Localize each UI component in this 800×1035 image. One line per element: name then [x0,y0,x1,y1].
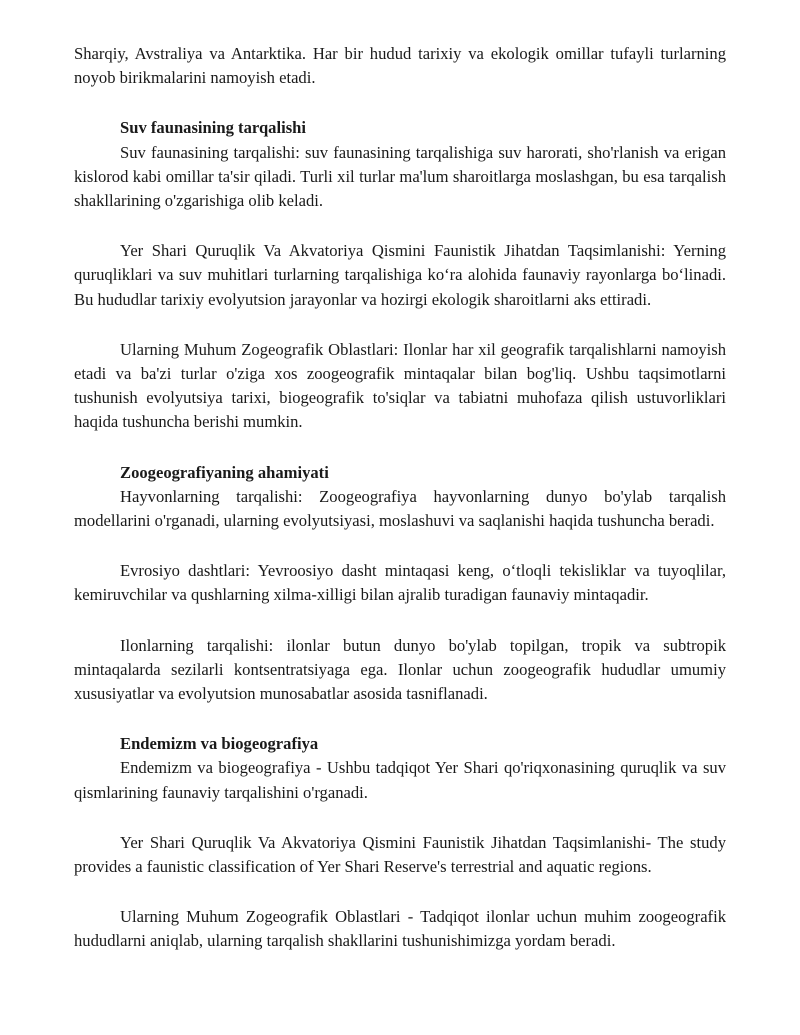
paragraph-spacer [74,435,726,461]
paragraph: Ularning Muhum Zogeografik Oblastlari: Ilonlar har xil geografik tarqalishlarni namoyish etadi va ba'zi turlar o'ziga xos zoogeografik mintaqalar bilan bog'liq. Ushbu taqsimotlarni tushunish evolyutsiya tarixi, biogeografik to'siqlar va tabiatni muhofaza qilish ustuvorliklari haqida tushuncha berishi mumkin. [74,339,726,432]
paragraph-spacer [74,90,726,116]
paragraph-spacer [74,706,726,732]
paragraph-spacer [74,608,726,634]
paragraph-spacer [74,312,726,338]
section-heading-endemism: Endemizm va biogeografiya [120,734,319,754]
paragraph-spacer [74,879,726,905]
paragraph: Ularning Muhum Zogeografik Oblastlari - Tadqiqot ilonlar uchun muhim zoogeografik hududlarni aniqlab, ularning tarqalish shakllarini tushunishimizga yordam beradi. [74,907,726,951]
section-heading-zoogeography-importance: Zoogeografiyaning ahamiyati [120,462,329,482]
paragraph: Endemizm va biogeografiya - Ushbu tadqiqot Yer Shari qo'riqxonasining quruqlik va suv qismlarining faunaviy tarqalishini o'rganadi. [74,758,726,802]
paragraph: Yer Shari Quruqlik Va Akvatoriya Qismini Faunistik Jihatdan Taqsimlanishi- The study provides a faunistic classification of Yer Shari Reserve's terrestrial and aquatic regions. [74,832,726,877]
intro-paragraph: Sharqiy, Avstraliya va Antarktika. Har bir hudud tarixiy va ekologik omillar tufayli turlarning noyob birikmalarini namoyish etadi. [74,44,726,88]
paragraph-spacer [74,533,726,559]
paragraph: Suv faunasining tarqalishi: suv faunasining tarqalishiga suv harorati, sho'rlanish va erigan kislorod kabi omillar ta'sir qiladi. Turli xil turlar ma'lum sharoitlarga moslashgan, bu esa tarqalish shakllarining o'zgarishiga olib keladi. [74,142,726,211]
paragraph: Evrosiyo dashtlari: Yevroosiyo dasht mintaqasi keng, o‘tloqli tekisliklar va tuyoqlilar, kemiruvchilar va qushlarning xilma-xilligi bilan ajralib turadigan faunaviy mintaqadir. [74,561,726,605]
paragraph-spacer [74,213,726,239]
section-heading-aquatic-fauna: Suv faunasining tarqalishi [120,118,306,138]
document-page [74,42,726,954]
paragraph: Yer Shari Quruqlik Va Akvatoriya Qismini Faunistik Jihatdan Taqsimlanishi: Yerning quruqliklari va suv muhitlari turlarning tarqalishiga ko‘ra alohida faunaviy rayonlarga bo‘linadi. Bu hududlar tarixiy evolyutsion jarayonlar va hozirgi ekologik sharoitlarni aks ettiradi. [74,241,726,309]
paragraph: Ilonlarning tarqalishi: ilonlar butun dunyo bo'ylab topilgan, tropik va subtropik mintaqalarda sezilarli kontsentratsiyaga ega. Ilonlar uchun zoogeografik hududlar umumiy xususiyatlar va evolyutsion munosabatlar asosida tasniflanadi. [74,635,726,704]
paragraph-spacer [74,805,726,831]
paragraph: Hayvonlarning tarqalishi: Zoogeografiya hayvonlarning dunyo bo'ylab tarqalish modellarini o'rganadi, ularning evolyutsiyasi, moslashuvi va saqlanishi haqida tushuncha beradi. [74,486,726,531]
